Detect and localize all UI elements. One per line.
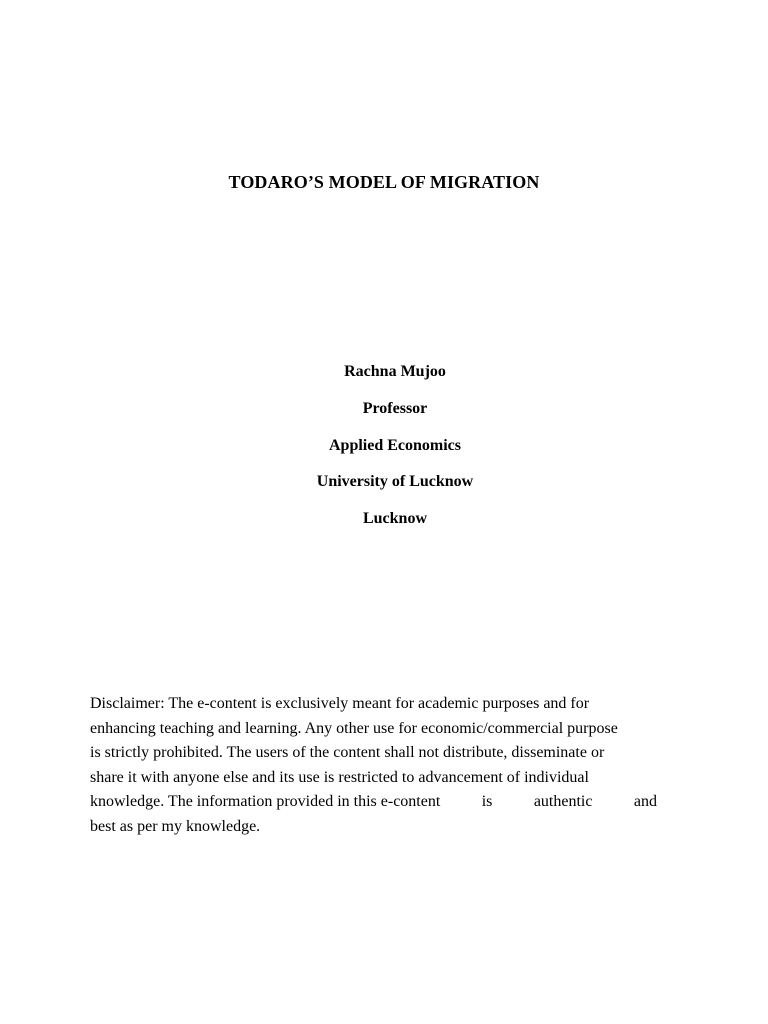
disclaimer-paragraph [90, 692, 680, 840]
author-position: Professor [362, 399, 428, 417]
disclaimer-line-justified [90, 790, 657, 815]
author-institution: University of Lucknow [316, 473, 474, 491]
disclaimer-word: is [481, 793, 493, 811]
disclaimer-line: Disclaimer: The e-content is exclusively meant for academic purposes and for [90, 695, 590, 712]
document-title: TODARO’S MODEL OF MIGRATION [228, 172, 540, 192]
disclaimer-line: share it with anyone else and its use is restricted to advancement of individual [90, 768, 589, 786]
author-department: Applied Economics [328, 436, 461, 454]
author-name: Rachna Mujoo [344, 363, 446, 380]
disclaimer-word: knowledge. The information provided in this e-content [90, 793, 441, 811]
disclaimer-line: best as per my knowledge. [90, 817, 261, 835]
disclaimer-word: and [633, 793, 657, 811]
disclaimer-line: enhancing teaching and learning. Any other use for economic/commercial purpose [90, 719, 618, 737]
disclaimer-word: authentic [533, 793, 593, 811]
author-block [0, 362, 768, 546]
disclaimer-line: is strictly prohibited. The users of the content shall not distribute, disseminate or [90, 744, 605, 762]
author-city: Lucknow [362, 510, 428, 528]
